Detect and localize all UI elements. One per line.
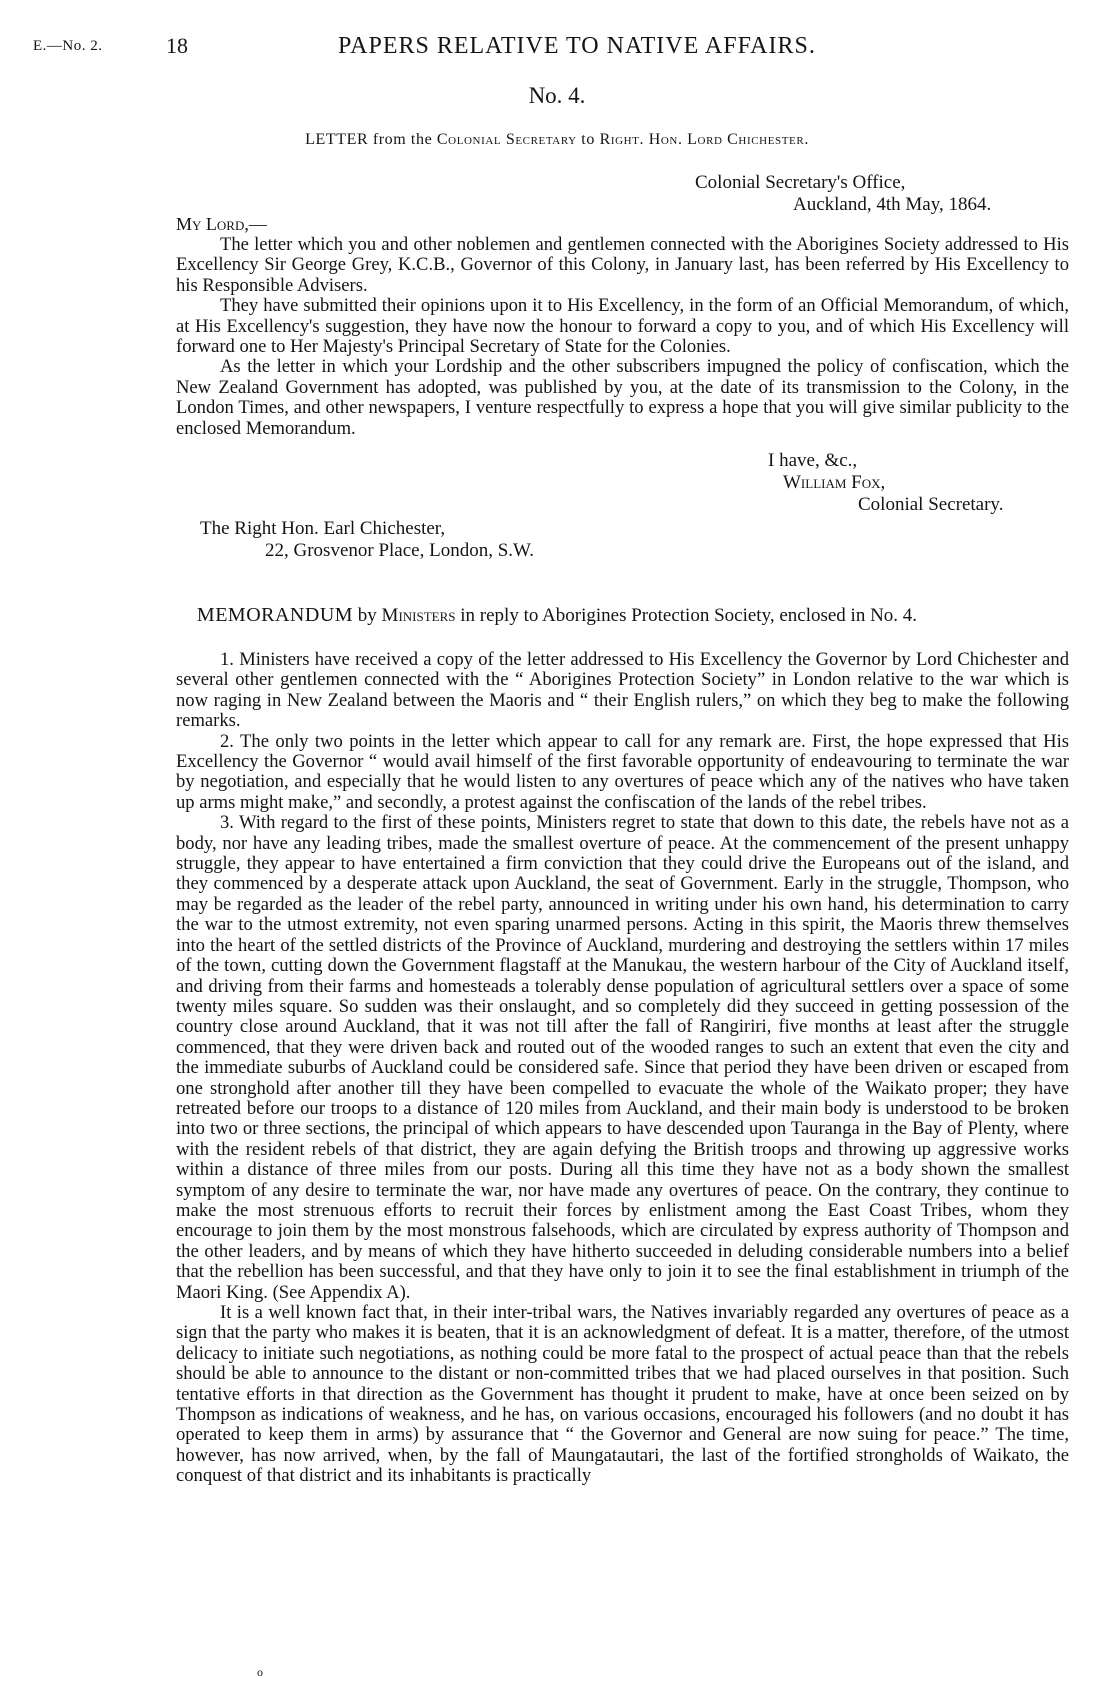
memorandum-title-rest: in reply to Aborigines Protection Society, enclosed in No. 4. — [455, 605, 918, 626]
memorandum-paragraph: 1. Ministers have received a copy of the letter addressed to His Excellency the Governor by Lord Chichester and several other gentlemen connected with the “ Aborigines Protection Society” in London relative to the war which is now raging in New Zealand between the Maoris and “ their English rulers,” on which they beg to make the following remarks. — [176, 649, 1069, 732]
page-number: 18 — [166, 33, 188, 58]
letter-heading-to: Right. Hon. Lord Chichester. — [599, 131, 809, 148]
letter-paragraph: As the letter in which your Lordship and the other subscribers impugned the policy of confiscation, which the New Zealand Government has adopted, was published by you, at the date of its transmission to the Colony, in the London Times, and other newspapers, I venture respectfully to express a hope that you will give similar publicity to the enclosed Memorandum. — [176, 356, 1069, 439]
memorandum-title-by: by — [353, 605, 382, 626]
letter-closing: I have, &c., — [768, 450, 858, 471]
recipient-address: 22, Grosvenor Place, London, S.W. — [265, 540, 534, 561]
document-number: No. 4. — [528, 83, 586, 108]
memorandum-body — [176, 650, 1069, 1487]
letter-paragraph: They have submitted their opinions upon it to His Excellency, in the form of an Official Memorandum, of which, at His Excellency's suggestion, they have now the honour to forward a copy to you, and of which His Excellency will forward one to Her Majesty's Principal Secretary of State for the Colonies. — [176, 295, 1069, 358]
footer-mark: o — [257, 1665, 263, 1679]
letter-heading-prefix: LETTER from the — [305, 131, 437, 148]
letter-paragraph: The letter which you and other noblemen and gentlemen connected with the Aborigines Society addressed to His Excellency Sir George Grey, K.C.B., Governor of this Colony, in January last, has been referred by His Excellency to his Responsible Advisers. — [176, 234, 1069, 296]
letter-body — [176, 235, 1069, 439]
memorandum-paragraph: It is a well known fact that, in their inter-tribal wars, the Natives invariably regarded any overtures of peace as a sign that the party who makes it is beaten, that it is an acknowledgment of defeat. It is a matter, therefore, of the utmost delicacy to initiate such negotiations, as nothing could be more fatal to the prospect of actual peace than that the rebels should be able to announce to the distant or non-committed tribes that we had placed ourselves in that position. Such tentative efforts in that direction as the Government has thought it prudent to make, have at once been seized on by Thompson as indications of weakness, and he has, on various occasions, encouraged his followers (and no doubt it has operated to keep them in arms) by assurance that “ the Governor and General are now suing for peace.” The time, however, has now arrived, when, by the fall of Maungatautari, the last of the fortified strongholds of Waikato, the conquest of that district and its inhabitants is practically — [176, 1302, 1069, 1487]
memorandum-title — [0, 604, 1114, 627]
letter-heading-mid: to — [576, 131, 600, 148]
memorandum-title-ministers: Ministers — [381, 605, 456, 626]
memorandum-paragraph: 2. The only two points in the letter which appear to call for any remark are. First, the hope expressed that His Excellency the Governor “ would avail himself of the first favorable opportunity of endeavouring to terminate the war by negotiation, and especially that he would listen to any overtures of peace which any of the natives who have taken up arms might make,” and secondly, a protest against the confiscation of the lands of the rebel tribes. — [176, 730, 1069, 813]
signature-title: Colonial Secretary. — [858, 494, 1004, 515]
letter-heading-from: Colonial Secretary — [436, 131, 577, 148]
running-title: PAPERS RELATIVE TO NATIVE AFFAIRS. — [338, 33, 816, 59]
letter-date-line: Auckland, 4th May, 1864. — [793, 194, 992, 215]
letter-heading — [0, 131, 1114, 149]
signature-name: William Fox, — [783, 472, 886, 493]
letter-salutation: My Lord,— — [176, 214, 267, 234]
memorandum-title-main: MEMORANDUM — [196, 604, 354, 626]
memorandum-paragraph: 3. With regard to the first of these points, Ministers regret to state that down to this date, the rebels have not as a body, nor have any leading tribes, made the smallest overture of peace. At the commencement of the present unhappy struggle, they appear to have entertained a firm conviction that they could drive the Europeans out of the island, and they commenced by a desperate attack upon Auckland, the seat of Government. Early in the struggle, Thompson, who may be regarded as the leader of the rebel party, announced in writing under his own hand, his determination to carry the war to the utmost extremity, not even sparing unarmed persons. Acting in this spirit, the Maoris threw themselves into the heart of the settled districts of the Province of Auckland, murdering and destroying the settlers within 17 miles of the town, cutting down the Government flagstaff at the Manukau, the western harbour of the City of Auckland itself, and driving from their farms and homesteads a tolerably dense population of agricultural settlers over a space of some twenty miles square. So sudden was their onslaught, and so completely did they succeed in getting possession of the country close around Auckland, that it was not till after the fall of Rangiriri, five months at least after the struggle commenced, that they were driven back and routed out of the wooded ranges to such an extent that even the city and the immediate suburbs of Auckland could be considered safe. Since that period they have been driven or escaped from one stronghold after another till they have been compelled to evacuate the whole of the Waikato proper; they have retreated before our troops to a distance of 120 miles from Auckland, and their main body is understood to be broken into two or three sections, the principal of which appears to have descended upon Tauranga in the Bay of Plenty, where with the resident rebels of that district, they are again defying the British troops and throwing up aggressive works within a distance of three miles from our posts. During all this time they have not as a body shown the smallest symptom of any desire to terminate the war, nor have made any overtures of peace. On the contrary, they continue to make the most strenuous efforts to recruit their forces by enlistment among the East Coast Tribes, whom they encourage to join them by the most monstrous falsehoods, which are circulated by express authority of Thompson and the other leaders, and by means of which they have hitherto succeeded in deluding considerable numbers into a belief that the rebellion has been successful, and that they have only to join it to see the final establishment in triumph of the Maori King. (See Appendix A). — [176, 812, 1069, 1303]
recipient-name: The Right Hon. Earl Chichester, — [200, 518, 446, 539]
letter-address-line1: Colonial Secretary's Office, — [695, 172, 906, 193]
header-reference: E.—No. 2. — [33, 38, 103, 54]
